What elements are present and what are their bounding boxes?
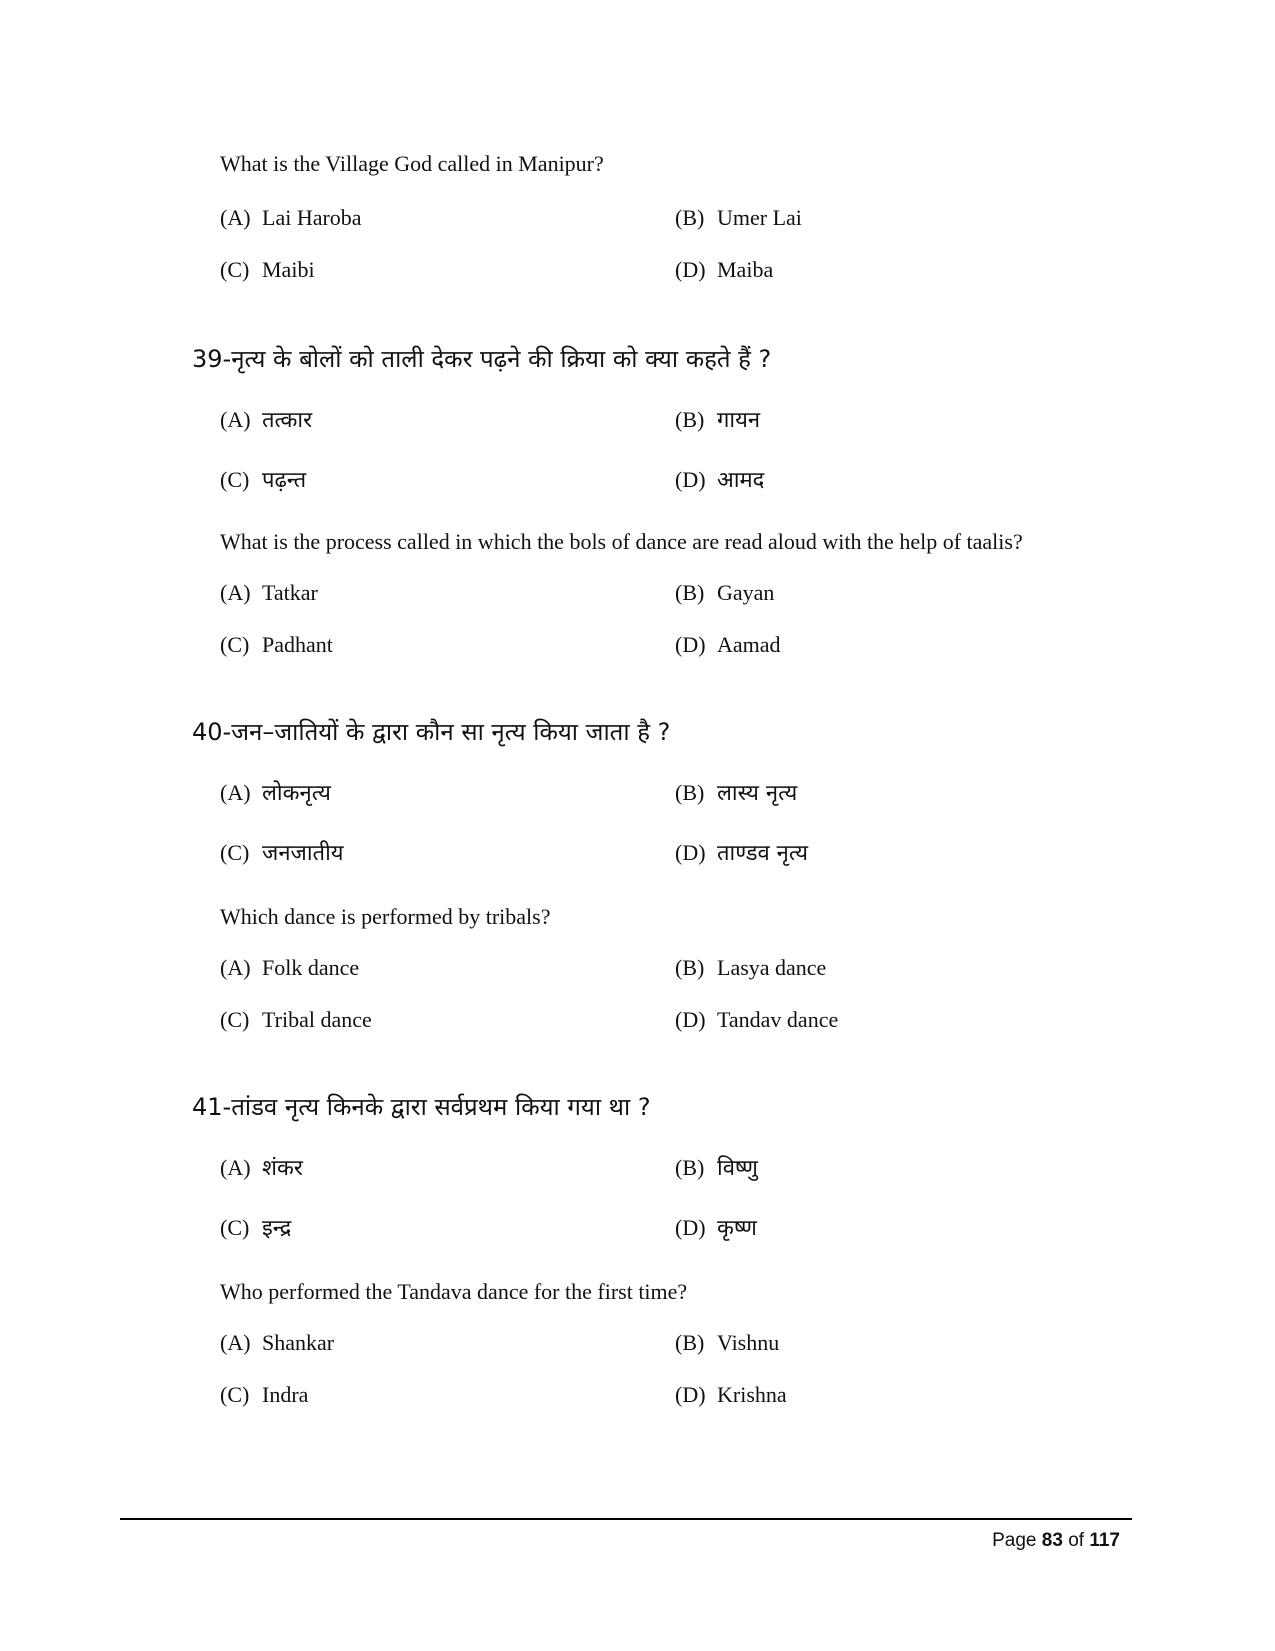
q39-en-option-b: (B) Gayan: [675, 580, 775, 605]
q39-en-option-a: (A) Tatkar: [220, 580, 318, 605]
q40-en-option-b: (B) Lasya dance: [675, 955, 827, 980]
current-page-number: 83: [1041, 1530, 1063, 1551]
question-39-hindi: 39-नृत्य के बोलों को ताली देकर पढ़ने की क्रिया को क्या कहते हैं ?: [192, 345, 772, 373]
footer-divider: [120, 1518, 1132, 1520]
q40-hi-option-d: (D) ताण्डव नृत्य: [675, 840, 809, 866]
question-39-english: What is the process called in which the bols of dance are read aloud with the help of taalis?: [220, 529, 1023, 554]
q40-en-option-d: (D) Tandav dance: [675, 1007, 839, 1032]
q41-en-option-c: (C) Indra: [220, 1382, 309, 1407]
q41-en-option-d: (D) Krishna: [675, 1382, 787, 1407]
q38-en-option-a: (A) Lai Haroba: [220, 205, 362, 230]
question-40-hindi: 40-जन–जातियों के द्वारा कौन सा नृत्य किया जाता है ?: [192, 718, 671, 746]
of-word: of: [1068, 1530, 1085, 1551]
q40-hi-option-c: (C) जनजातीय: [220, 840, 344, 866]
q39-en-option-d: (D) Aamad: [675, 632, 781, 657]
q38-en-option-c: (C) Maibi: [220, 257, 315, 282]
question-40-english: Which dance is performed by tribals?: [220, 904, 551, 929]
q39-hi-option-c: (C) पढ़न्त: [220, 467, 307, 493]
total-pages-number: 117: [1089, 1530, 1120, 1551]
q39-hi-option-b: (B) गायन: [675, 407, 761, 433]
q41-en-option-b: (B) Vishnu: [675, 1330, 780, 1355]
question-41-hindi: 41-तांडव नृत्य किनके द्वारा सर्वप्रथम किया गया था ?: [192, 1093, 651, 1121]
q40-hi-option-a: (A) लोकनृत्य: [220, 780, 331, 806]
q38-en-option-d: (D) Maiba: [675, 257, 774, 282]
question-38-english: What is the Village God called in Manipur?: [220, 151, 604, 176]
q41-hi-option-d: (D) कृष्ण: [675, 1215, 757, 1241]
q41-hi-option-b: (B) विष्णु: [675, 1155, 758, 1181]
q39-hi-option-d: (D) आमद: [675, 467, 765, 493]
page-number: [992, 1530, 1120, 1552]
q40-en-option-a: (A) Folk dance: [220, 955, 360, 980]
q40-hi-option-b: (B) लास्य नृत्य: [675, 780, 798, 806]
q41-en-option-a: (A) Shankar: [220, 1330, 335, 1355]
q38-en-option-b: (B) Umer Lai: [675, 205, 802, 230]
q39-hi-option-a: (A) तत्कार: [220, 407, 313, 433]
question-41-english: Who performed the Tandava dance for the first time?: [220, 1279, 688, 1304]
q39-en-option-c: (C) Padhant: [220, 632, 333, 657]
q40-en-option-c: (C) Tribal dance: [220, 1007, 372, 1032]
page-word: Page: [992, 1530, 1037, 1551]
q41-hi-option-a: (A) शंकर: [220, 1155, 303, 1181]
q41-hi-option-c: (C) इन्द्र: [220, 1215, 292, 1241]
